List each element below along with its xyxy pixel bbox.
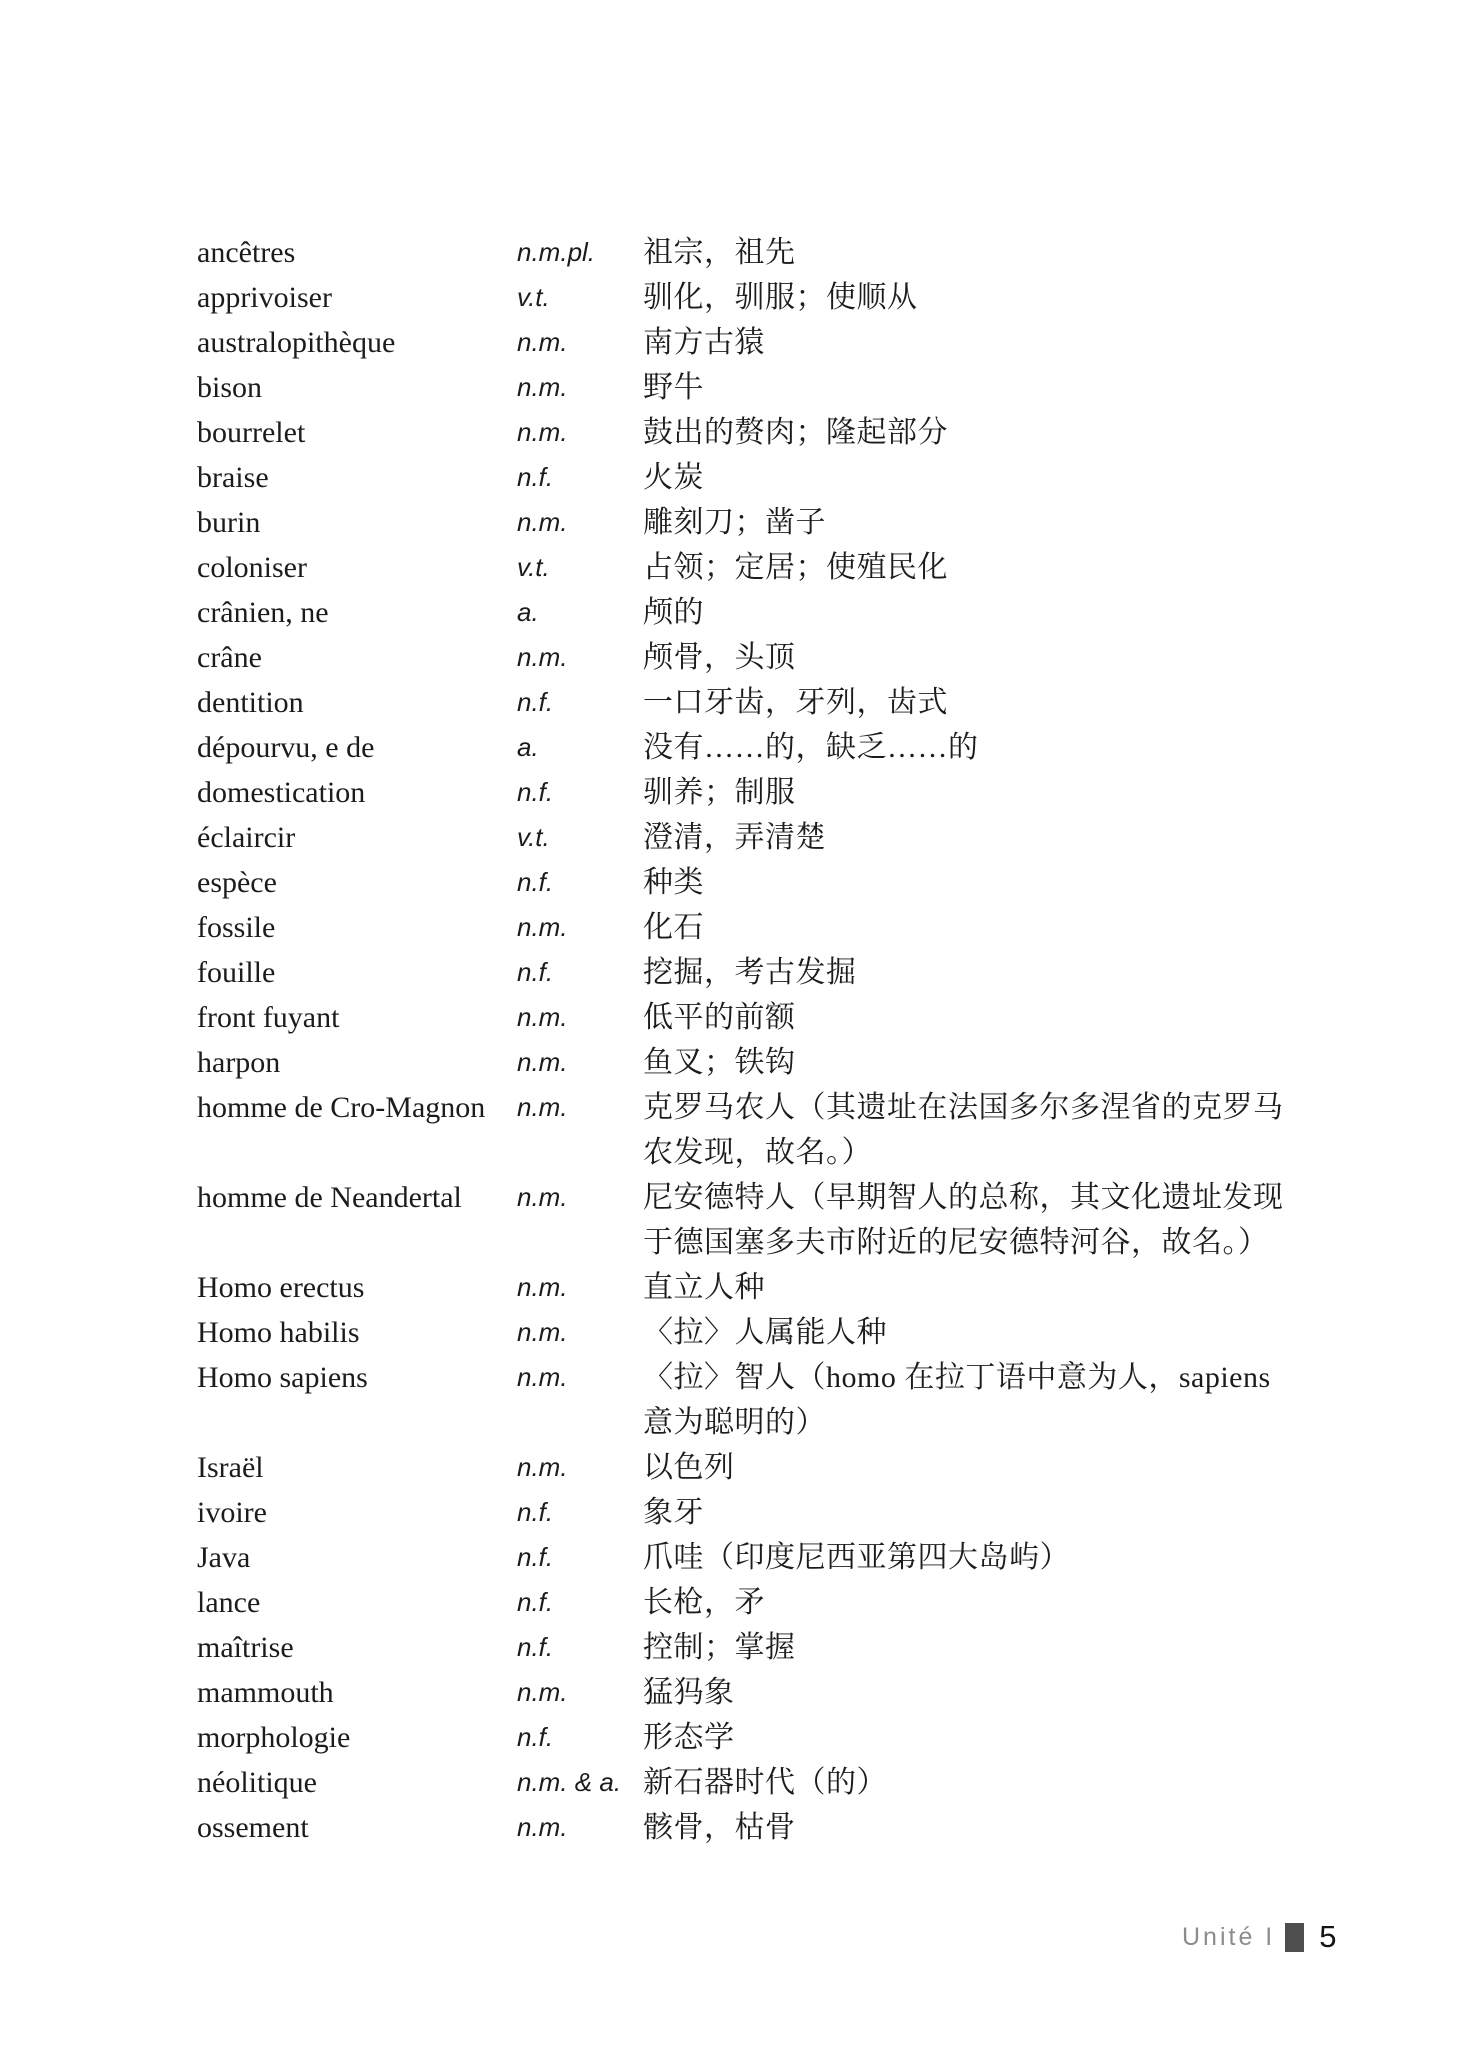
part-of-speech-label: n.m. & a.: [517, 1767, 622, 1797]
footer-marker: [1285, 1923, 1304, 1952]
french-word: ossement: [197, 1811, 309, 1844]
french-word: braise: [197, 461, 269, 494]
part-of-speech-label: n.m.: [517, 1452, 568, 1482]
chinese-definition: 颅的: [643, 596, 704, 629]
french-word: domestication: [197, 776, 366, 809]
part-of-speech-label: a.: [517, 597, 539, 627]
french-word: ivoire: [197, 1496, 267, 1529]
vocab-entry: [197, 1715, 1303, 1760]
french-word: Java: [197, 1541, 251, 1574]
part-of-speech-label: n.f.: [517, 957, 554, 987]
chinese-definition: 野牛: [643, 371, 704, 404]
chinese-definition: 种类: [643, 866, 704, 899]
chinese-definition: 猛犸象: [643, 1676, 735, 1709]
unit-label: Unité I: [1182, 1922, 1276, 1951]
page-number: 5: [1319, 1919, 1337, 1954]
french-word: néolitique: [197, 1766, 317, 1799]
french-word: mammouth: [197, 1676, 334, 1709]
chinese-definition: 鱼叉；铁钩: [643, 1046, 796, 1079]
vocab-entry: [197, 545, 1303, 590]
vocab-entry: [197, 1580, 1303, 1625]
vocab-entry: [197, 1535, 1303, 1580]
part-of-speech-label: n.f.: [517, 867, 554, 897]
french-word: espèce: [197, 866, 277, 899]
chinese-definition: 低平的前额: [643, 1001, 796, 1034]
part-of-speech-label: v.t.: [517, 552, 550, 582]
part-of-speech-label: n.m.pl.: [517, 237, 596, 267]
chinese-definition: 驯养；制服: [643, 776, 796, 809]
chinese-definition: 火炭: [643, 461, 704, 494]
vocab-entry: [197, 230, 1303, 275]
vocab-entry: [197, 770, 1303, 815]
chinese-definition: 克罗马农人（其遗址在法国多尔多涅省的克罗马农发现，故名。）: [643, 1091, 1284, 1169]
part-of-speech-label: n.m.: [517, 1272, 568, 1302]
vocab-entry: [197, 590, 1303, 635]
chinese-definition: 以色列: [643, 1451, 735, 1484]
part-of-speech-label: n.m.: [517, 372, 568, 402]
chinese-definition: 〈拉〉人属能人种: [643, 1316, 887, 1349]
part-of-speech-label: n.m.: [517, 327, 568, 357]
vocab-entry: [197, 1265, 1303, 1310]
french-word: Homo habilis: [197, 1316, 360, 1349]
chinese-definition: 鼓出的赘肉；隆起部分: [643, 416, 948, 449]
vocab-entry: [197, 1670, 1303, 1715]
part-of-speech-label: v.t.: [517, 822, 550, 852]
french-word: front fuyant: [197, 1001, 340, 1034]
french-word: ancêtres: [197, 236, 296, 269]
vocab-entry: [197, 995, 1303, 1040]
chinese-definition: 长枪，矛: [643, 1586, 765, 1619]
part-of-speech-label: n.f.: [517, 462, 554, 492]
chinese-definition: 控制；掌握: [643, 1631, 796, 1664]
vocab-entry: [197, 320, 1303, 365]
chinese-definition: 驯化，驯服；使顺从: [643, 281, 918, 314]
french-word: fouille: [197, 956, 276, 989]
french-word: coloniser: [197, 551, 307, 584]
french-word: dentition: [197, 686, 304, 719]
chinese-definition: 尼安德特人（早期智人的总称，其文化遗址发现于德国塞多夫市附近的尼安德特河谷，故名。）: [643, 1181, 1284, 1259]
chinese-definition: 爪哇（印度尼西亚第四大岛屿）: [643, 1541, 1070, 1574]
vocab-entry: [197, 365, 1303, 410]
chinese-definition: 南方古猿: [643, 326, 765, 359]
chinese-definition: 祖宗，祖先: [643, 236, 796, 269]
part-of-speech-label: n.m.: [517, 1317, 568, 1347]
chinese-definition: 骸骨，枯骨: [643, 1811, 796, 1844]
vocab-entry: [197, 1805, 1303, 1850]
french-word: morphologie: [197, 1721, 351, 1754]
vocab-entry: [197, 1175, 1303, 1265]
french-word: homme de Cro-Magnon: [197, 1091, 486, 1124]
part-of-speech-label: n.m.: [517, 1002, 568, 1032]
part-of-speech-label: n.f.: [517, 1722, 554, 1752]
chinese-definition: 形态学: [643, 1721, 735, 1754]
part-of-speech-label: v.t.: [517, 282, 550, 312]
part-of-speech-label: n.m.: [517, 1092, 568, 1122]
chinese-definition: 新石器时代（的）: [643, 1766, 887, 1799]
chinese-definition: 化石: [643, 911, 704, 944]
vocab-entry: [197, 1040, 1303, 1085]
part-of-speech-label: n.m.: [517, 417, 568, 447]
french-word: homme de Neandertal: [197, 1181, 462, 1214]
chinese-definition: 没有……的，缺乏……的: [643, 731, 979, 764]
part-of-speech-label: n.m.: [517, 1182, 568, 1212]
part-of-speech-label: n.f.: [517, 1632, 554, 1662]
part-of-speech-label: n.f.: [517, 777, 554, 807]
french-word: crânien, ne: [197, 596, 329, 629]
part-of-speech-label: n.m.: [517, 1362, 568, 1392]
french-word: fossile: [197, 911, 276, 944]
vocab-entry: [197, 410, 1303, 455]
chinese-definition: 雕刻刀；凿子: [643, 506, 826, 539]
vocab-entry: [197, 1445, 1303, 1490]
chinese-definition: 占领；定居；使殖民化: [643, 551, 948, 584]
vocab-entry: [197, 1355, 1303, 1445]
part-of-speech-label: n.f.: [517, 1587, 554, 1617]
part-of-speech-label: n.f.: [517, 687, 554, 717]
chinese-definition: 颅骨，头顶: [643, 641, 796, 674]
chinese-definition: 直立人种: [643, 1271, 765, 1304]
vocab-entry: [197, 500, 1303, 545]
french-word: dépourvu, e de: [197, 731, 375, 764]
part-of-speech-label: n.f.: [517, 1497, 554, 1527]
french-word: éclaircir: [197, 821, 296, 854]
vocab-entry: [197, 1490, 1303, 1535]
french-word: burin: [197, 506, 261, 539]
french-word: Homo sapiens: [197, 1361, 368, 1394]
part-of-speech-label: n.m.: [517, 1047, 568, 1077]
part-of-speech-label: n.m.: [517, 912, 568, 942]
part-of-speech-label: n.m.: [517, 1677, 568, 1707]
vocab-entry: [197, 1760, 1303, 1805]
french-word: australopithèque: [197, 326, 396, 359]
vocab-entry: [197, 905, 1303, 950]
part-of-speech-label: n.m.: [517, 507, 568, 537]
vocab-entry: [197, 950, 1303, 995]
french-word: crâne: [197, 641, 262, 674]
chinese-definition: 一口牙齿，牙列，齿式: [643, 686, 948, 719]
part-of-speech-label: n.m.: [517, 642, 568, 672]
french-word: harpon: [197, 1046, 281, 1079]
french-word: lance: [197, 1586, 261, 1619]
chinese-definition: 挖掘，考古发掘: [643, 956, 857, 989]
vocab-entry: [197, 635, 1303, 680]
vocab-entry: [197, 455, 1303, 500]
french-word: Israël: [197, 1451, 264, 1484]
vocab-entry: [197, 1085, 1303, 1175]
french-word: bourrelet: [197, 416, 306, 449]
chinese-definition: 〈拉〉智人（homo 在拉丁语中意为人，sapiens 意为聪明的）: [643, 1361, 1271, 1439]
vocab-entry: [197, 860, 1303, 905]
vocab-entry: [197, 725, 1303, 770]
vocab-entry: [197, 1625, 1303, 1670]
french-word: bison: [197, 371, 263, 404]
part-of-speech-label: n.m.: [517, 1812, 568, 1842]
chinese-definition: 澄清，弄清楚: [643, 821, 826, 854]
french-word: maîtrise: [197, 1631, 294, 1664]
vocab-entry: [197, 1310, 1303, 1355]
vocabulary-list: [197, 230, 1303, 1850]
vocab-entry: [197, 815, 1303, 860]
page-footer: [1182, 1920, 1337, 1954]
part-of-speech-label: n.f.: [517, 1542, 554, 1572]
french-word: apprivoiser: [197, 281, 332, 314]
vocab-entry: [197, 275, 1303, 320]
french-word: Homo erectus: [197, 1271, 365, 1304]
chinese-definition: 象牙: [643, 1496, 704, 1529]
vocab-entry: [197, 680, 1303, 725]
part-of-speech-label: a.: [517, 732, 539, 762]
